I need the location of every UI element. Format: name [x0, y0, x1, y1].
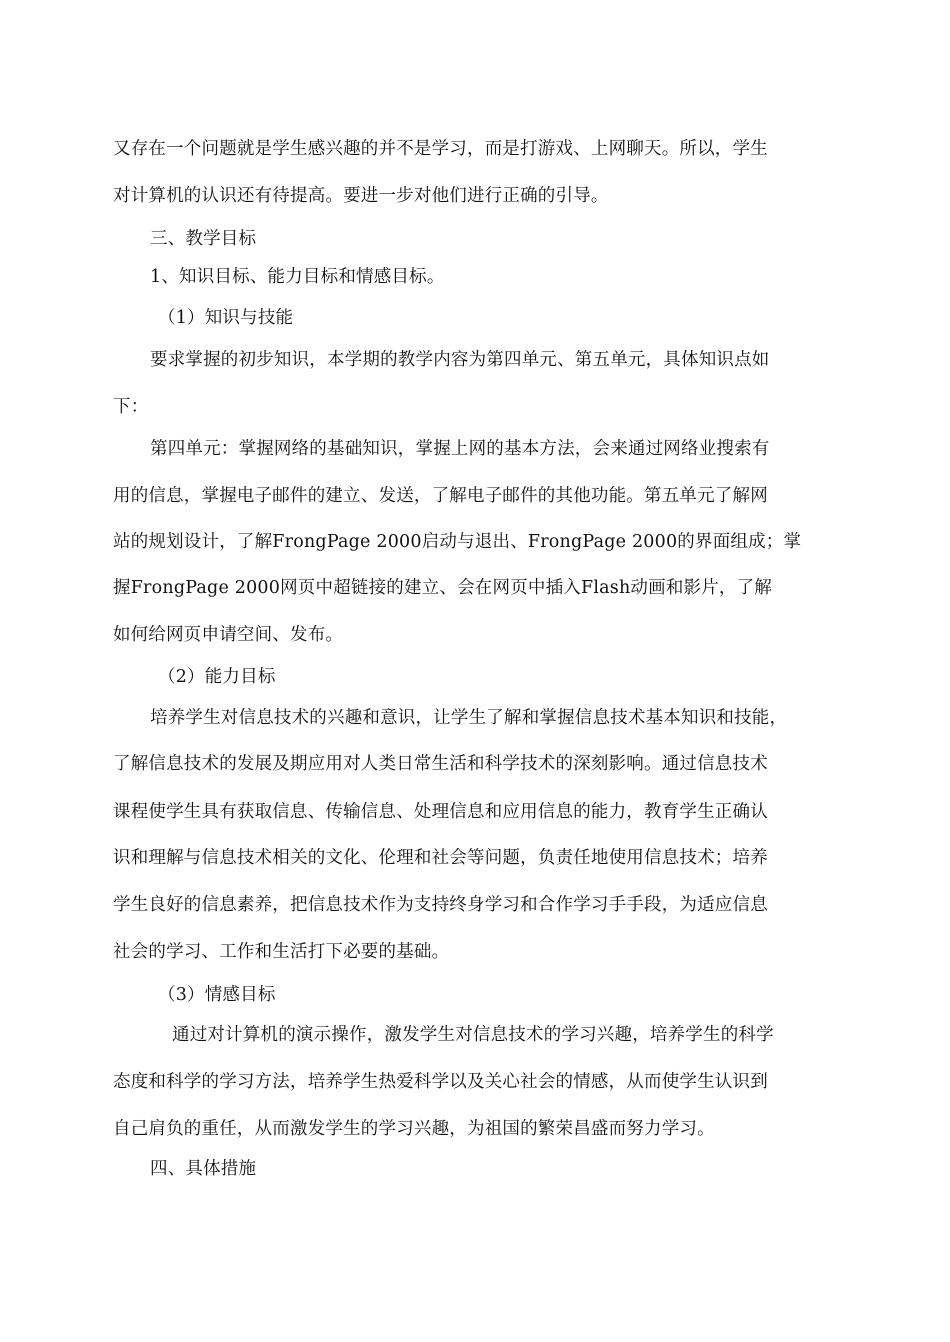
paragraph-line: 学生良好的信息素养，把信息技术作为支持终身学习和合作学习手手段，为适应信息 [113, 895, 768, 915]
paragraph-line: 识和理解与信息技术相关的文化、伦理和社会等问题，负责任地使用信息技术；培养 [113, 848, 768, 868]
paragraph-line: 第四单元：掌握网络的基础知识，掌握上网的基本方法，会来通过网络业搜索有 [150, 439, 770, 459]
paragraph-line: 又存在一个问题就是学生感兴趣的并不是学习，而是打游戏、上网聊天。所以，学生 [113, 139, 768, 159]
paragraph-line: 培养学生对信息技术的兴趣和意识，让学生了解和掌握信息技术基本知识和技能， [150, 708, 788, 728]
section-heading: 四、具体措施 [150, 1159, 257, 1179]
paragraph-line: 态度和科学的学习方法，培养学生热爱科学以及关心社会的情感，从而使学生认识到 [113, 1072, 768, 1092]
paragraph-line: 社会的学习、工作和生活打下必要的基础。 [113, 942, 450, 962]
paragraph-line: 了解信息技术的发展及期应用对人类日常生活和科学技术的深刻影响。通过信息技术 [113, 754, 768, 774]
paragraph-line: 如何给网页申请空间、发布。 [113, 625, 344, 645]
subsection-heading: （2）能力目标 [158, 667, 276, 687]
paragraph-line: 要求掌握的初步知识，本学期的教学内容为第四单元、第五单元，具体知识点如 [150, 350, 770, 370]
paragraph-line: 握FrongPage 2000网页中超链接的建立、会在网页中插入Flash动画和影片，了解 [113, 578, 773, 598]
paragraph-line: 通过对计算机的演示操作，激发学生对信息技术的学习兴趣，培养学生的科学 [172, 1025, 774, 1045]
section-heading: 三、教学目标 [150, 229, 257, 249]
paragraph-line: 对计算机的认识还有待提高。要进一步对他们进行正确的引导。 [113, 186, 609, 206]
subsection-heading: （1）知识与技能 [158, 308, 294, 328]
paragraph-line: 下： [113, 397, 149, 417]
subsection-heading: （3）情感目标 [158, 985, 276, 1005]
paragraph-line: 课程使学生具有获取信息、传输信息、处理信息和应用信息的能力，教育学生正确认 [113, 802, 768, 822]
paragraph-line: 站的规划设计，了解FrongPage 2000启动与退出、FrongPage 2000的界面组成；掌 [113, 532, 802, 552]
subsection-heading: 1、知识目标、能力目标和情感目标。 [150, 267, 445, 287]
paragraph-line: 自己肩负的重任，从而激发学生的学习兴趣，为祖国的繁荣昌盛而努力学习。 [113, 1119, 715, 1139]
paragraph-line: 用的信息，掌握电子邮件的建立、发送，了解电子邮件的其他功能。第五单元了解网 [113, 486, 768, 506]
